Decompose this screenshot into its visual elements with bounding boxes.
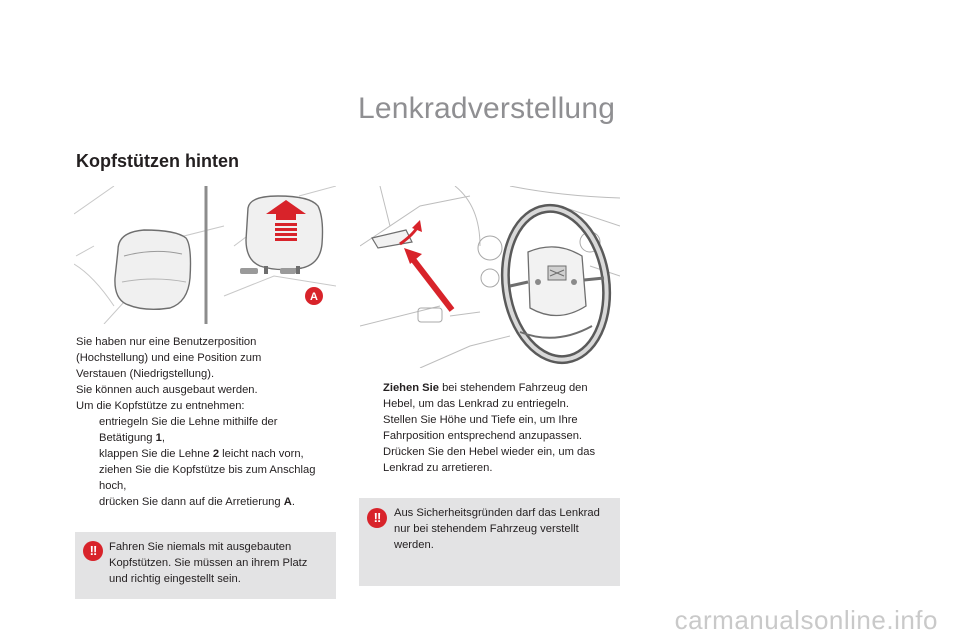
step-4-end: . xyxy=(291,496,295,508)
steering-wheel-illustration xyxy=(360,186,620,368)
steering-step-2 xyxy=(360,412,618,444)
bullet-icon xyxy=(360,444,383,476)
steering-instructions xyxy=(360,380,618,476)
label-a-marker xyxy=(305,287,323,305)
watermark: carmanualsonline.info xyxy=(674,605,938,635)
step-3-text: ziehen Sie die Kopfstütze bis zum Anschlag hoch, xyxy=(99,464,316,492)
steering-step-1 xyxy=(360,380,618,412)
step-2-text: klappen Sie die Lehne xyxy=(99,448,213,460)
headrest-line-4: Sie können auch ausgebaut werden. xyxy=(76,384,258,396)
steering-warning-text: Aus Sicherheitsgründen darf das Lenkrad nur bei stehendem Fahrzeug verstellt werden. xyxy=(394,507,600,551)
bullet-icon xyxy=(76,446,99,462)
steering-step-1-text: bei stehendem Fahrzeug den Hebel, um das Lenkrad zu entriegeln. xyxy=(383,382,588,410)
step-1-bold: 1 xyxy=(155,432,162,444)
headrest-line-3: Verstauen (Niedrigstellung). xyxy=(76,368,215,380)
steering-step-2-text: Stellen Sie Höhe und Tiefe ein, um Ihre Fahrposition entsprechend anzupassen. xyxy=(383,414,583,442)
headrest-low-drawing xyxy=(115,230,191,309)
steering-step-3 xyxy=(360,444,618,476)
label-a-text: A xyxy=(310,291,318,303)
bullet-icon xyxy=(76,494,99,510)
section-title: Kopfstützen hinten xyxy=(76,151,239,171)
steering-step-3-text: Drücken Sie den Hebel wieder ein, um das Lenkrad zu arretieren. xyxy=(383,446,596,474)
headrest-step-3 xyxy=(76,462,332,494)
headrest-step-4 xyxy=(76,494,332,510)
headrest-step-1 xyxy=(76,414,332,446)
headrest-warning-text: Fahren Sie niemals mit ausgebauten Kopfstützen. Sie müssen an ihrem Platz und richtig eingestellt sein. xyxy=(109,541,308,585)
headrest-illustration xyxy=(74,186,336,324)
steering-step-1-bold: Ziehen Sie xyxy=(383,382,439,394)
step-2-end: leicht nach vorn, xyxy=(219,448,304,460)
headrest-warning-box xyxy=(75,532,336,599)
step-4-bold: A xyxy=(283,496,292,508)
steering-warning-box xyxy=(359,498,620,586)
warning-icon: !! xyxy=(83,541,103,561)
headrest-line-2: (Hochstellung) und eine Position zum xyxy=(76,352,262,364)
step-2-bold: 2 xyxy=(212,448,220,460)
bullet-icon xyxy=(360,412,383,444)
headrest-line-1: Sie haben nur eine Benutzerposition xyxy=(76,336,257,348)
bullet-icon xyxy=(76,414,99,446)
step-4-text: drücken Sie dann auf die Arretierung xyxy=(99,496,284,508)
headrest-line-5: Um die Kopfstütze zu entnehmen: xyxy=(76,400,245,412)
page-title: Lenkradverstellung xyxy=(358,92,616,125)
step-1-text: entriegeln Sie die Lehne mithilfe der Betätigung xyxy=(99,416,278,444)
warning-icon: !! xyxy=(367,508,387,528)
bullet-icon xyxy=(76,462,99,494)
bullet-icon xyxy=(360,380,383,412)
headrest-step-2 xyxy=(76,446,332,462)
headrest-instructions xyxy=(76,334,332,510)
step-1-end: , xyxy=(161,432,165,444)
